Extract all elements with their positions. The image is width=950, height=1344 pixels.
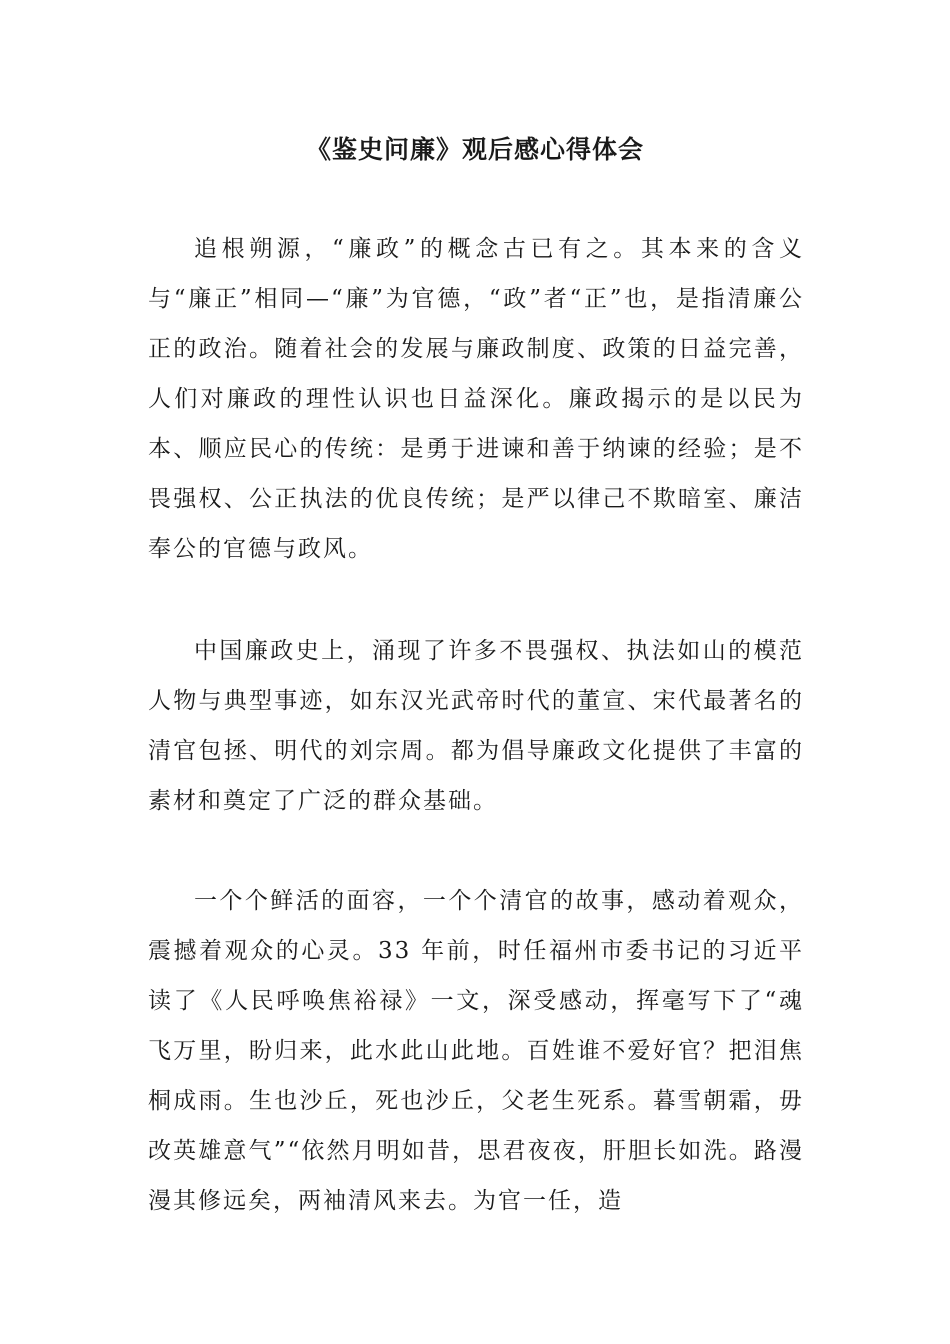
paragraph-2: 中国廉政史上，涌现了许多不畏强权、执法如山的模范人物与典型事迹，如东汉光武帝时代的董宣、宋代最著名的清官包拯、明代的刘宗周。都为倡导廉政文化提供了丰富的素材和奠定了广泛的群众基础。 [148, 638, 804, 814]
document-title: 《鉴史问廉》观后感心得体会 [305, 135, 644, 164]
paragraph-1: 追根朔源，“廉政”的概念古已有之。其本来的含义与“廉正”相同—“廉”为官德，“政”者“正”也，是指清廉公正的政治。随着社会的发展与廉政制度、政策的日益完善，人们对廉政的理性认识也日益深化。廉政揭示的是以民为本、顺应民心的传统：是勇于进谏和善于纳谏的经验；是不畏强权、公正执法的优良传统；是严以律己不欺暗室、廉洁奉公的官德与政风。 [148, 236, 804, 562]
paragraph-3: 一个个鲜活的面容，一个个清官的故事，感动着观众，震撼着观众的心灵。33 年前，时任福州市委书记的习近平读了《人民呼唤焦裕禄》一文，深受感动，挥毫写下了“魂飞万里，盼归来，此水此山此地。百姓谁不爱好官？把泪焦桐成雨。生也沙丘，死也沙丘，父老生死系。暮雪朝霜，毋改英雄意气”“依然月明如昔，思君夜夜，肝胆长如洗。路漫漫其修远矣，两袖清风来去。为官一任，造 [148, 888, 804, 1214]
